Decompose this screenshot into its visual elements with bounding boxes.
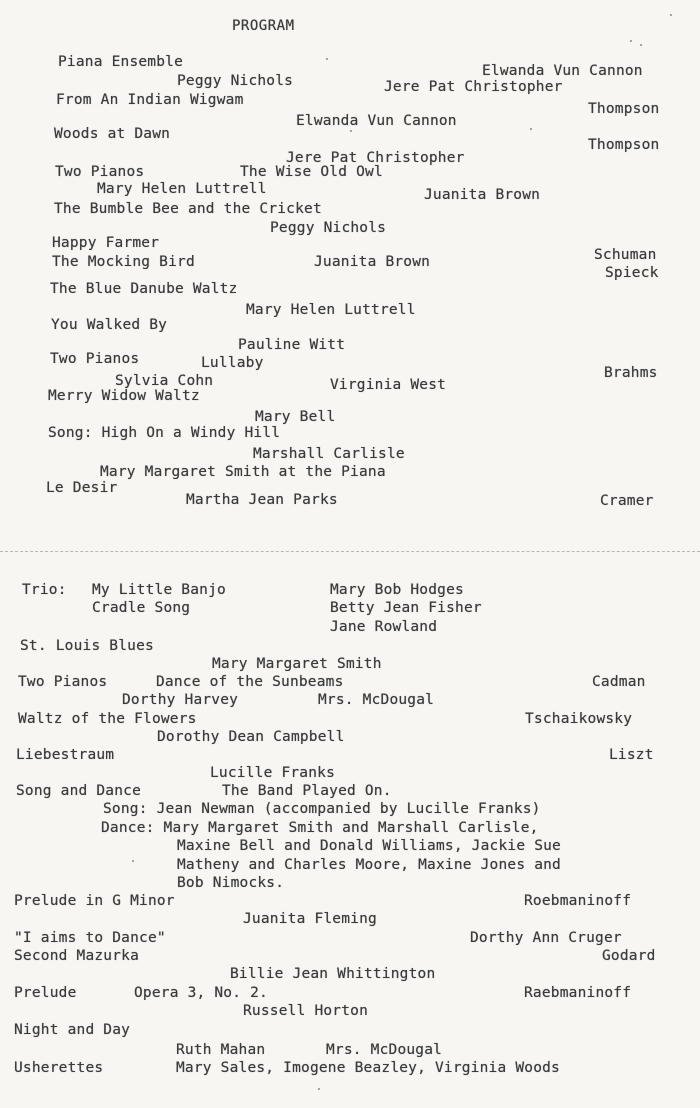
composer-name: Godard <box>602 948 656 964</box>
composer-name: Thompson <box>588 101 660 117</box>
program-item: Two Pianos <box>55 164 145 180</box>
program-item: Cradle Song <box>92 600 191 616</box>
program-item: Two Pianos <box>18 674 108 690</box>
program-item: Liebestraum <box>16 747 115 763</box>
performer-name: Dorthy Harvey <box>122 692 239 708</box>
performer-name: Mary Helen Luttrell <box>246 302 416 318</box>
performer-name: Juanita Brown <box>314 254 431 270</box>
performer-name: Dorthy Ann Cruger <box>470 930 622 946</box>
paper-speck <box>326 58 328 60</box>
performer-name: Betty Jean Fisher <box>330 600 482 616</box>
performer-name: Virginia West <box>330 377 447 393</box>
performer-name: Russell Horton <box>243 1003 369 1019</box>
paper-speck <box>350 130 352 132</box>
performer-name: Jere Pat Christopher <box>384 79 563 95</box>
performer-name: Elwanda Vun Cannon <box>482 63 643 79</box>
program-item: The Blue Danube Waltz <box>50 281 238 297</box>
program-item: You Walked By <box>51 317 168 333</box>
performer-name: Mary Margaret Smith <box>212 656 382 672</box>
program-item: Song: High On a Windy Hill <box>48 425 281 441</box>
program-note: Bob Nimocks. <box>177 875 285 891</box>
program-item: Usherettes <box>14 1060 104 1076</box>
program-item: Opera 3, No. 2. <box>134 985 268 1001</box>
program-item: Le Desir <box>46 480 118 496</box>
composer-name: Roebmaninoff <box>524 893 632 909</box>
performer-name: Marshall Carlisle <box>253 446 405 462</box>
program-item: Trio: <box>22 582 67 598</box>
program-note: Song: Jean Newman (accompanied by Lucille Franks) <box>103 801 541 817</box>
composer-name: Tschaikowsky <box>525 711 633 727</box>
program-item: Night and Day <box>14 1022 131 1038</box>
program-item: Merry Widow Waltz <box>48 388 200 404</box>
program-item: Waltz of the Flowers <box>18 711 197 727</box>
performer-name: Billie Jean Whittington <box>230 966 436 982</box>
composer-name: Schuman <box>594 247 657 263</box>
performer-name: Mary Helen Luttrell <box>97 181 267 197</box>
composer-name: Spieck <box>605 265 659 281</box>
program-note: Maxine Bell and Donald Williams, Jackie Sue <box>177 838 561 854</box>
performer-name: Mary Sales, Imogene Beazley, Virginia Woods <box>176 1060 560 1076</box>
paper-speck <box>530 128 532 130</box>
composer-name: Cramer <box>600 493 654 509</box>
program-item: The Wise Old Owl <box>240 164 383 180</box>
performer-name: Jane Rowland <box>330 619 438 635</box>
composer-name: Liszt <box>609 747 654 763</box>
program-item: Lullaby <box>201 355 264 371</box>
program-item: Two Pianos <box>50 351 140 367</box>
program-item: Dance of the Sunbeams <box>156 674 344 690</box>
composer-name: Brahms <box>604 365 658 381</box>
paper-speck <box>132 860 134 862</box>
performer-name: Mrs. McDougal <box>326 1042 443 1058</box>
performer-name: Juanita Brown <box>424 187 541 203</box>
performer-name: Mrs. McDougal <box>318 692 435 708</box>
performer-name: Ruth Mahan <box>176 1042 266 1058</box>
paper-speck <box>630 40 632 42</box>
performer-name: Sylvia Cohn <box>115 373 214 389</box>
program-item: "I aims to Dance" <box>14 930 166 946</box>
program-item: From An Indian Wigwam <box>56 92 244 108</box>
performer-name: Mary Margaret Smith at the Piana <box>100 464 386 480</box>
program-item: Song and Dance <box>16 783 142 799</box>
performer-name: Dorothy Dean Campbell <box>157 729 345 745</box>
page-divider <box>0 551 700 552</box>
program-item: St. Louis Blues <box>20 638 154 654</box>
performer-name: Mary Bell <box>255 409 336 425</box>
performer-name: Lucille Franks <box>210 765 336 781</box>
performer-name: Elwanda Vun Cannon <box>296 113 457 129</box>
composer-name: Thompson <box>588 137 660 153</box>
program-note: Matheny and Charles Moore, Maxine Jones and <box>177 857 561 873</box>
paper-speck <box>640 44 642 46</box>
program-item: The Mocking Bird <box>52 254 195 270</box>
paper-speck <box>670 14 672 16</box>
program-item: The Band Played On. <box>222 783 392 799</box>
program-title: PROGRAM <box>232 18 295 34</box>
performer-name: Juanita Fleming <box>243 911 377 927</box>
composer-name: Raebmaninoff <box>524 985 632 1001</box>
performer-name: Peggy Nichols <box>270 220 387 236</box>
program-item: Second Mazurka <box>14 948 140 964</box>
program-item: Prelude <box>14 985 77 1001</box>
performer-name: Pauline Witt <box>238 337 346 353</box>
program-note: Dance: Mary Margaret Smith and Marshall Carlisle, <box>101 820 539 836</box>
paper-speck <box>318 1088 320 1090</box>
performer-name: Jere Pat Christopher <box>286 150 465 166</box>
program-item: Piana Ensemble <box>58 54 184 70</box>
program-item: Prelude in G Minor <box>14 893 175 909</box>
performer-name: Martha Jean Parks <box>186 492 338 508</box>
performer-name: Mary Bob Hodges <box>330 582 464 598</box>
program-item: Happy Farmer <box>52 235 160 251</box>
program-item: The Bumble Bee and the Cricket <box>54 201 322 217</box>
composer-name: Cadman <box>592 674 646 690</box>
program-item: My Little Banjo <box>92 582 226 598</box>
program-item: Woods at Dawn <box>54 126 171 142</box>
performer-name: Peggy Nichols <box>177 73 294 89</box>
